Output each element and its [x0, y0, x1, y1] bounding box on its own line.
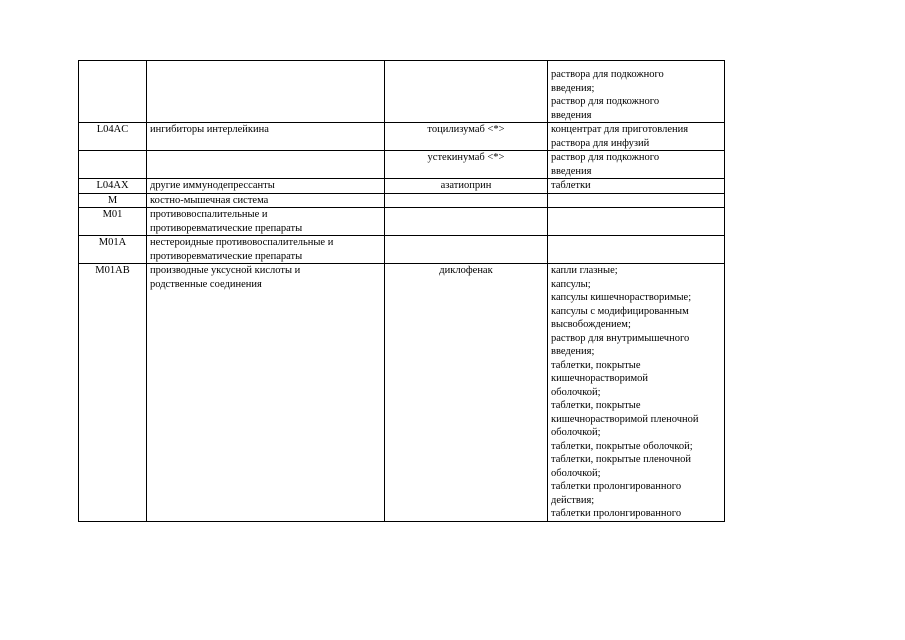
atc-code: M01A [98, 237, 127, 248]
table-row [79, 61, 725, 123]
dosage-form-line: капсулы кишечнорастворимые; [551, 292, 692, 303]
anatomic-group-line: другие иммунодепрессанты [150, 180, 275, 191]
dosage-form-cell [548, 208, 725, 236]
anatomic-group-line: противоревматические препараты [150, 250, 303, 262]
atc-code: L04AX [96, 180, 129, 191]
drug-name: устекинумаб <*> [427, 152, 505, 163]
dosage-form-line: раствор для внутримышечного [551, 332, 690, 344]
drug-name: азатиоприн [440, 180, 492, 191]
dosage-form-cell [548, 61, 725, 123]
dosage-form-line: раствор для подкожного [551, 152, 660, 163]
anatomic-group-line: производные уксусной кислоты и [150, 265, 301, 276]
anatomic-group-cell [147, 193, 385, 208]
dosage-form-line: капсулы; [551, 278, 591, 290]
anatomic-group-cell [147, 123, 385, 151]
drug-table [78, 60, 725, 522]
atc-code-cell [79, 151, 147, 179]
table-row [79, 151, 725, 179]
table-row [79, 208, 725, 236]
atc-code-cell [79, 264, 147, 522]
drug-name: диклофенак [439, 265, 493, 276]
table-body [79, 61, 725, 522]
dosage-form-cell [548, 151, 725, 179]
anatomic-group-line: костно-мышечная система [150, 194, 269, 206]
dosage-form-line: таблетки, покрытые оболочкой; [551, 440, 693, 452]
dosage-form-line: кишечнорастворимой пленочной [551, 413, 699, 425]
dosage-form-line: капли глазные; [551, 265, 618, 276]
atc-code-cell [79, 236, 147, 264]
anatomic-group-cell [147, 264, 385, 522]
anatomic-group-line: ингибиторы интерлейкина [150, 124, 269, 135]
table-row [79, 123, 725, 151]
table-row [79, 264, 725, 522]
drug-name-cell [385, 236, 548, 264]
atc-code-cell [79, 123, 147, 151]
dosage-form-line: введения [551, 165, 592, 177]
dosage-form-line: таблетки, покрытые [551, 400, 641, 411]
dosage-form-line: оболочкой; [551, 467, 601, 479]
anatomic-group-cell [147, 179, 385, 194]
drug-name: тоцилизумаб <*> [427, 124, 505, 135]
atc-code: M01AB [95, 265, 130, 276]
atc-code-cell [79, 179, 147, 194]
dosage-form-line: кишечнорастворимой [551, 373, 649, 384]
dosage-form-line: введения [551, 109, 592, 121]
drug-name-cell [385, 208, 548, 236]
drug-name-cell [385, 179, 548, 194]
dosage-form-line: концентрат для приготовления [551, 124, 689, 135]
atc-code-cell [79, 193, 147, 208]
anatomic-group-cell [147, 208, 385, 236]
drug-name-cell [385, 193, 548, 208]
dosage-form-line: таблетки, покрытые пленочной [551, 454, 692, 465]
table-row [79, 179, 725, 194]
anatomic-group-cell [147, 236, 385, 264]
dosage-form-cell [548, 179, 725, 194]
table-row [79, 193, 725, 208]
dosage-form-line: введения; [551, 82, 595, 94]
dosage-form-cell [548, 264, 725, 522]
dosage-form-line: раствор для подкожного [551, 96, 660, 107]
atc-code-cell [79, 61, 147, 123]
anatomic-group-cell [147, 61, 385, 123]
dosage-form-cell [548, 123, 725, 151]
anatomic-group-line: родственные соединения [150, 278, 262, 290]
drug-name-cell [385, 61, 548, 123]
dosage-form-line: таблетки пролонгированного [551, 508, 682, 519]
anatomic-group-line: противовоспалительные и [150, 209, 268, 220]
dosage-form-line: оболочкой; [551, 427, 601, 438]
dosage-form-cell [548, 193, 725, 208]
dosage-form-line: введения; [551, 346, 595, 357]
drug-name-cell [385, 151, 548, 179]
dosage-form-line: таблетки пролонгированного [551, 481, 682, 492]
dosage-form-cell [548, 236, 725, 264]
anatomic-group-line: нестероидные противовоспалительные и [150, 237, 334, 248]
atc-code: M01 [102, 209, 123, 220]
dosage-form-line: таблетки [551, 180, 591, 191]
dosage-form-line: капсулы с модифицированным [551, 305, 689, 317]
atc-code: L04AC [96, 124, 129, 135]
dosage-form-line: действия; [551, 494, 595, 506]
dosage-form-line: раствора для подкожного [551, 69, 664, 80]
dosage-form-line: высвобождением; [551, 319, 631, 330]
dosage-form-line: оболочкой; [551, 386, 601, 398]
anatomic-group-cell [147, 151, 385, 179]
anatomic-group-line: противоревматические препараты [150, 222, 303, 234]
dosage-form-line: таблетки, покрытые [551, 359, 641, 371]
atc-code: M [107, 194, 118, 206]
dosage-form-line: раствора для инфузий [551, 137, 650, 149]
table-row [79, 236, 725, 264]
drug-name-cell [385, 264, 548, 522]
atc-code-cell [79, 208, 147, 236]
drug-name-cell [385, 123, 548, 151]
